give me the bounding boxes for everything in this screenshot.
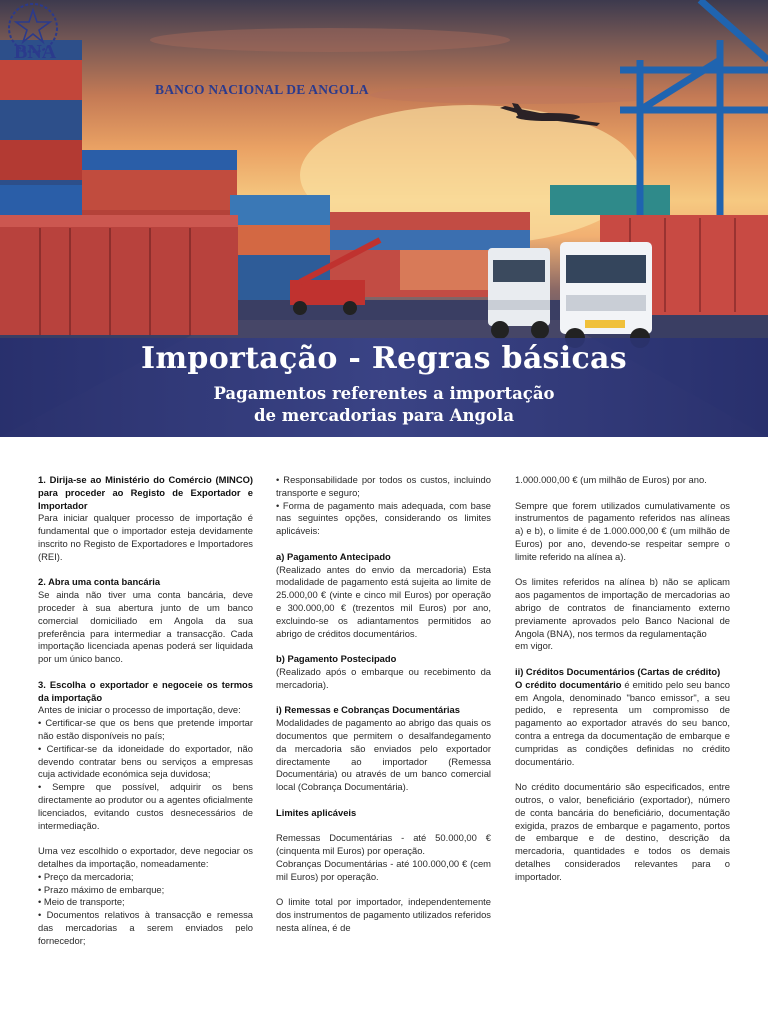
page-subtitle — [0, 383, 768, 427]
limits-remittances: Remessas Documentárias - até 50.000,00 € (cinquenta mil Euros) por operação. — [276, 832, 491, 857]
section-3-paragraph: Uma vez escolhido o exportador, deve negociar os detalhes da importação, nomeadamente: — [38, 845, 253, 869]
bank-name: BANCO NACIONAL DE ANGOLA — [155, 82, 369, 97]
red-container — [0, 215, 238, 335]
limits-heading: Limites aplicáveis — [276, 806, 357, 818]
cumulative-limit-paragraph: Sempre que forem utilizados cumulativamente os instrumentos de pagamento referidos nas alíneas a) e b), o limite é de 1.000.000,00 € (um milhão de Euros) por ano, devendo-se respeitar sempre o limite referido na alínea a). — [515, 499, 730, 562]
letters-of-credit-description: é emitido pelo seu banco em Angola, denominado "banco emissor", a seu pedido, e representa um compromisso de pagamento ao exportador através do seu banco, contra a entrega da documentação de embarque e cumpridas as condições definidas no crédito documentário. — [515, 678, 730, 767]
text-column-3 — [515, 474, 730, 884]
negotiation-item: • Documentos relativos à transacção e remessa das mercadorias a serem enviados pelo fornecedor; — [38, 909, 253, 946]
financing-exception-paragraph: Os limites referidos na alínea b) não se aplicam aos pagamentos de importação de mercadorias ao abrigo de contratos de financiamento externo previamente aprovados pelo Banco Nacional de Angola (BNA), nos termos da regulamentação — [515, 576, 730, 639]
letters-of-credit-details: No crédito documentário são especificados, entre outros, o valor, beneficiário (exportador), número de conta bancária do beneficiário, documentação exigida, prazos de embarque e pagamento, portos de embarque e de destino, descrição da mercadoria, quantidades e todos os demais detalhes considerados relevantes para o importador. — [515, 781, 730, 882]
text-column-1 — [38, 474, 253, 947]
page-title: Importação - Regras básicas — [141, 341, 627, 376]
section-1-heading: 1. Dirija-se ao Ministério do Comércio (MINCO) para proceder ao Registo de Exportador e Importador — [38, 474, 253, 511]
subtitle-line-1: Pagamentos referentes a importação — [213, 384, 555, 403]
section-3-bullet: • Certificar-se da idoneidade do exportador, não devendo contratar bens ou serviços a empresas cuja actividade económica seja duvidosa; — [38, 742, 253, 780]
total-limit-text: O limite total por importador, independentemente dos instrumentos de pagamento utilizados referidos nesta alínea, é de — [276, 896, 491, 933]
section-2-heading: 2. Abra uma conta bancária — [38, 576, 161, 588]
limits-collections: Cobranças Documentárias - até 100.000,00 € (cem mil Euros) por operação. — [276, 857, 491, 882]
documentary-collections-heading: i) Remessas e Cobranças Documentárias — [276, 704, 460, 716]
hero-banner — [0, 0, 768, 437]
financing-exception-end: em vigor. — [515, 640, 554, 652]
section-3-heading: 3. Escolha o exportador e negoceie os termos da importação — [38, 678, 253, 703]
section-3-intro: Antes de iniciar o processo de importação, deve: — [38, 704, 241, 716]
letters-of-credit-body — [515, 679, 730, 769]
logo-abbrev: BNA — [14, 41, 57, 62]
negotiation-item: • Meio de transporte; — [38, 896, 125, 908]
letters-of-credit-heading: ii) Créditos Documentários (Cartas de crédito) — [515, 665, 721, 677]
negotiation-item: • Forma de pagamento mais adequada, com base nas seguintes opções, considerando os limites aplicáveis: — [276, 499, 491, 537]
advance-payment-body: (Realizado antes do envio da mercadoria) Esta modalidade de pagamento está sujeita ao limite de 25.000,00 € (vinte e cinco mil Euros) por operação e 300.000,00 € (trezentos mil Euros) por ano, excluindo-se os adiantamentos permitidos ao abrigo de créditos documentários. — [276, 563, 491, 639]
subtitle-line-2: de mercadorias para Angola — [253, 406, 515, 425]
deferred-payment-body: (Realizado após o embarque ou recebimento da mercadoria). — [276, 665, 491, 690]
deferred-payment-heading: b) Pagamento Postecipado — [276, 653, 397, 665]
documentary-collections-body: Modalidades de pagamento ao abrigo das quais os documentos que permitem o desalfandegamento da mercadoria são enviados pelo exportador directamente ao importador (Remessa Documentária) ou através de um banco comercial local (Cobrança Documentária). — [276, 717, 491, 793]
negotiation-item: • Preço da mercadoria; — [38, 870, 134, 882]
advance-payment-heading: a) Pagamento Antecipado — [276, 550, 391, 562]
section-1-body: Para iniciar qualquer processo de importação é fundamental que o importador esteja devidamente inscrito no Registo de Exportadores e Importadores (REI). — [38, 512, 253, 562]
negotiation-item: • Responsabilidade por todos os custos, incluindo transporte e seguro; — [276, 474, 491, 498]
harbor-crane — [620, 0, 768, 215]
section-3-bullet: • Sempre que possível, adquirir os bens directamente ao produtor ou a agentes oficialmente licenciados, evitando custos desnecessários de intermediação. — [38, 781, 253, 831]
section-2-body: Se ainda não tiver uma conta bancária, deve proceder à sua abertura junto de um banco comercial domiciliado em Angola da sua preferência para intermediar a transacção. Cada importação licenciada apenas poderá ser liquidada por um único banco. — [38, 589, 253, 665]
text-column-2 — [276, 474, 491, 935]
bna-logo-icon — [0, 0, 70, 62]
negotiation-item: • Prazo máximo de embarque; — [38, 883, 165, 895]
section-3-bullet: • Certificar-se que os bens que pretende importar não estão disponíveis no país; — [38, 717, 253, 741]
truck-left — [488, 248, 550, 339]
truck-right — [560, 242, 652, 348]
letters-of-credit-term: O crédito documentário — [515, 678, 622, 690]
total-limit-continued: 1.000.000,00 € (um milhão de Euros) por ano. — [515, 474, 707, 485]
